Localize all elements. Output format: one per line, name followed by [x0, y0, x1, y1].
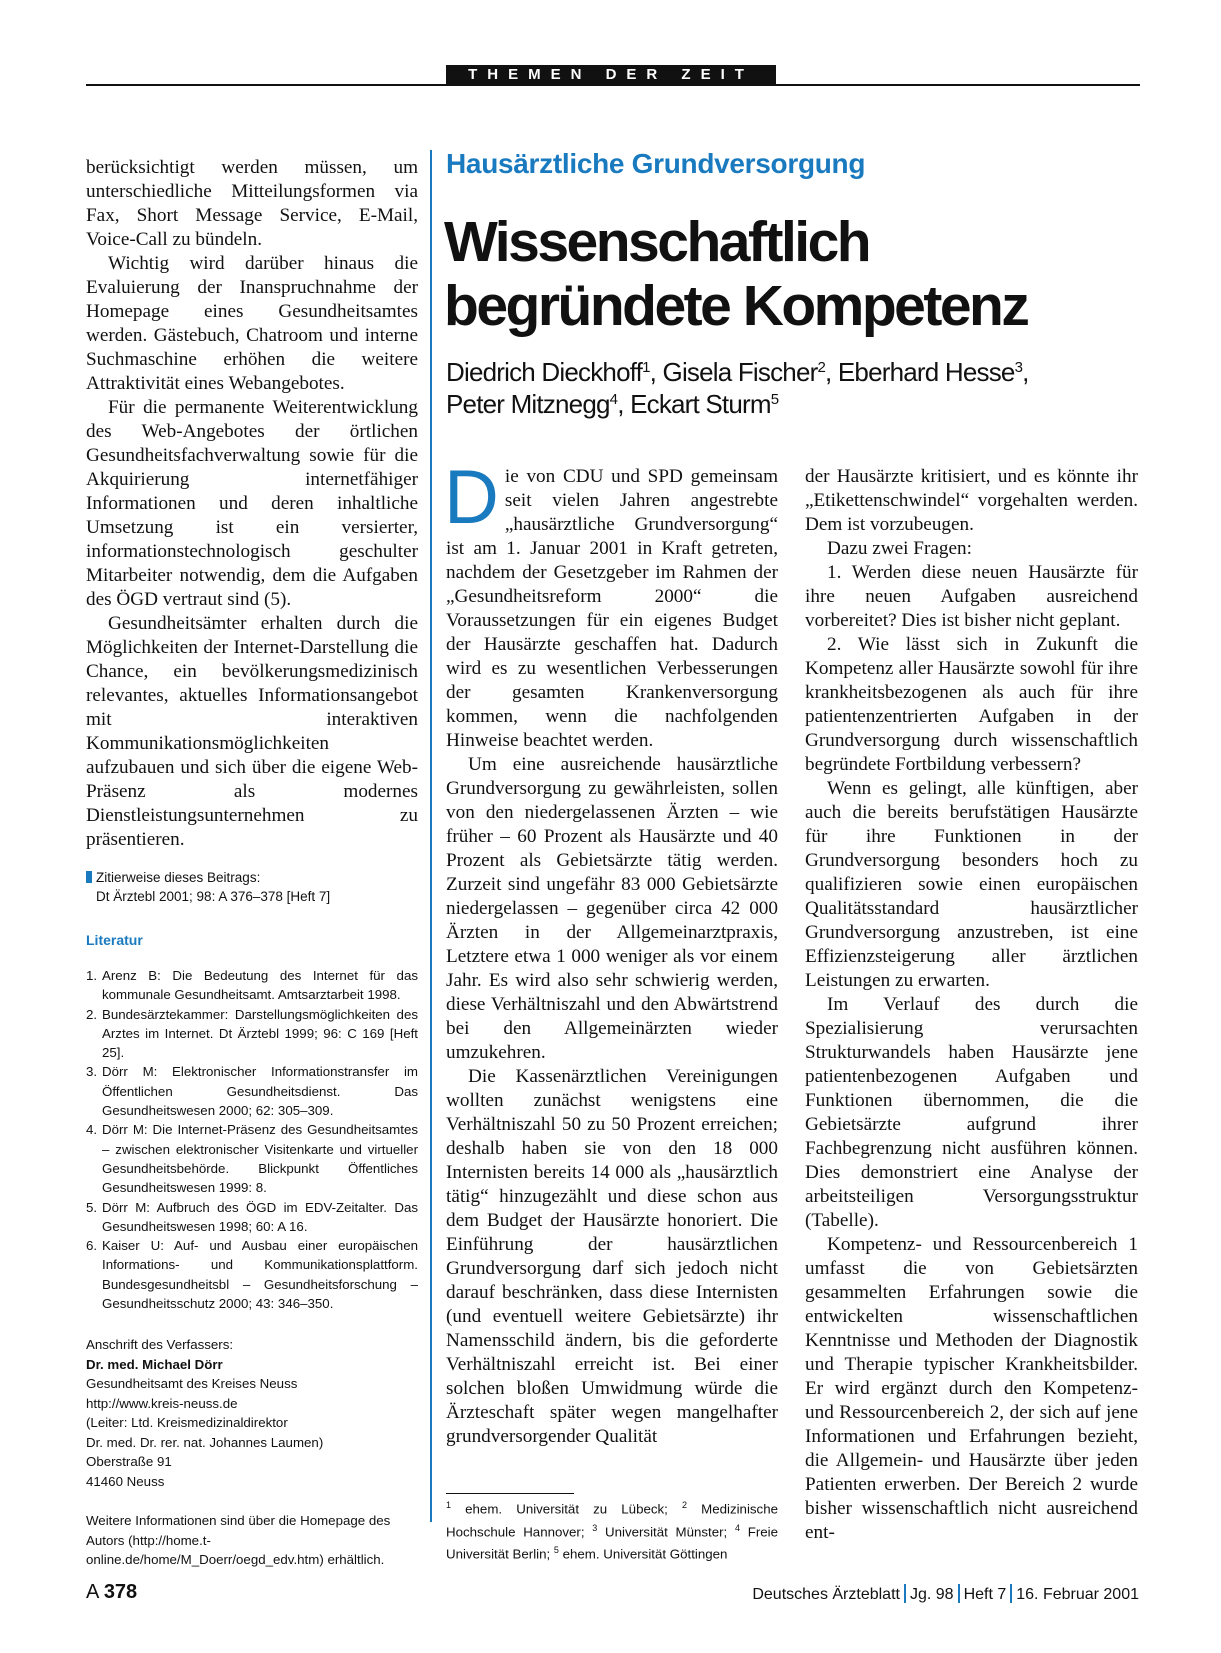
author-sup: 3: [1014, 359, 1023, 376]
footer-separator: [1010, 1584, 1012, 1603]
journal-volume: Jg. 98: [909, 1586, 954, 1603]
literature-item: [86, 1062, 418, 1120]
section-label: THEMEN DER ZEIT: [446, 65, 776, 85]
page-number: [86, 1581, 137, 1604]
literature-text: Bundesärztekammer: Darstellungsmöglichkeiten des Arztes im Internet. Dt Ärztebl 1999; 96: C 169 [Heft 25].: [102, 1006, 418, 1061]
author-list: [446, 356, 1146, 420]
literature-text: Kaiser U: Auf- und Ausbau einer europäischen Informations- und Kommunikationsplattform. Bundesgesundheitsbl – Gesundheitsforschung – Gesundheitsschutz 2000; 43: 346–350.: [102, 1238, 418, 1312]
footnote-text: ehem. Universität zu Lübeck;: [465, 1501, 682, 1517]
journal-issue: Heft 7: [963, 1586, 1007, 1603]
literature-heading: Literatur: [86, 932, 143, 948]
article-paragraph: Wenn es gelingt, alle künftigen, aber auch die bereits berufstätigen Hausärzte für ihre Funktionen in der Grundversorgung besonders hoch zu qualifizieren sowie einen europäischen Qualitätsstandard hausärztlicher Grundversorgung anzustreben, ist eine Effizienzsteigerung aller ärztlichen Leistungen zu erwarten.: [805, 778, 1138, 991]
author-sup: 1: [642, 359, 650, 376]
author-sep: ,: [649, 357, 663, 387]
literature-item: [86, 1005, 418, 1063]
address-line: (Leiter: Ltd. Kreismedizinaldirektor: [86, 1415, 288, 1431]
footnote-sup: 3: [592, 1522, 598, 1533]
footnote-text: ehem. Universität Göttingen: [562, 1546, 728, 1562]
citation-marker: [86, 871, 92, 883]
left-column: [86, 156, 418, 1569]
author-name: Gisela Fischer: [662, 357, 818, 387]
literature-text: Dörr M: Aufbruch des ÖGD im EDV-Zeitalter. Das Gesundheitswesen 1998; 60: A 16.: [102, 1199, 418, 1234]
address-name: Dr. med. Michael Dörr: [86, 1356, 223, 1372]
further-info: Weitere Informationen sind über die Homepage des Autors (http://home.t-online.de/home/M_Doerr/oegd_edv.htm) erhältlich.: [86, 1513, 391, 1567]
author-sup: 5: [770, 391, 779, 408]
footnote-text: Freie Universität Berlin;: [446, 1524, 778, 1562]
literature-num: 2.: [86, 1006, 98, 1022]
headline-line: Wissenschaftlich: [444, 210, 870, 274]
article-paragraph: der Hausärzte kritisiert, und es könnte ihr „Etikettenschwindel“ vorgehalten werden. Dem ist vorzubeugen.: [805, 466, 1138, 535]
article-paragraph: Die Kassenärztlichen Vereinigungen wollten zunächst wenigstens eine Verhältniszahl 50 zu 50 Prozent erreichen; deshalb haben sie von den 18 000 Internisten bereits 14 000 als „hausärztlich tätig“ hinzugezählt und diese schon aus dem Budget der Hausärzte honoriert. Die Einführung der hausärztlichen Grundversorgung darf sich jedoch nicht darauf beschränken, dass diese Internisten (und eventuell weitere Gebietsärzte) ihr Namensschild ändern, bis die geforderte Verhältniszahl erreicht ist. Bei einer solchen bloßen Umwidmung würde die Ärzteschaft später wegen mangelhafter grundversorgender Qualität: [446, 1066, 778, 1447]
article-column-2: [805, 465, 1138, 1545]
author-sup: 2: [817, 359, 826, 376]
article-paragraph: 1. Werden diese neuen Hausärzte für ihre neuen Aufgaben ausreichend vorbereitet? Dies ist bisher nicht geplant.: [805, 562, 1138, 631]
footnote-sup: 5: [553, 1545, 559, 1556]
left-paragraph: berücksichtigt werden müssen, um unterschiedliche Mitteilungsformen via Fax, Short Message Service, E-Mail, Voice-Call zu bündeln.: [86, 157, 418, 250]
journal-footer: [752, 1584, 1139, 1604]
address-line: http://www.kreis-neuss.de: [86, 1395, 238, 1411]
address-line: Gesundheitsamt des Kreises Neuss: [86, 1376, 298, 1392]
footnote-sup: 1: [446, 1500, 452, 1510]
address-line: Oberstraße 91: [86, 1454, 172, 1470]
author-sep: ,: [1022, 357, 1029, 387]
article-paragraph: 2. Wie lässt sich in Zukunft die Kompetenz aller Hausärzte sowohl für ihre krankheitsbezogenen als auch für ihre patientenzentrierten Aufgaben in der Grundversorgung durch wissenschaftlich begründete Fortbildung verbessern?: [805, 634, 1138, 775]
left-paragraph: Wichtig wird darüber hinaus die Evaluierung der Inanspruchnahme der Homepage eines Gesundheitsamtes werden. Gästebuch, Chatroom und interne Suchmaschine erhöhen die weitere Attraktivität eines Webangebotes.: [86, 253, 418, 394]
footnote-sup: 4: [734, 1522, 740, 1533]
citation-ref: Dt Ärztebl 2001; 98: A 376–378 [Heft 7]: [96, 889, 331, 904]
footnote-text: Medizinische Hochschule Hannover;: [446, 1501, 778, 1540]
journal-date: 16. Februar 2001: [1016, 1586, 1139, 1603]
footer-separator: [904, 1584, 906, 1603]
literature-text: Arenz B: Die Bedeutung des Internet für das kommunale Gesundheitsamt. Amtsarztarbeit 1998.: [102, 968, 418, 1003]
author-name: Eberhard Hesse: [837, 357, 1015, 387]
article-paragraph: Kompetenz- und Ressourcenbereich 1 umfasst die von Gebietsärzten gesammelten Erfahrungen sowie die entwickelten wissenschaftlichen Kenntnisse und Methoden der Diagnostik und Therapie typischer Krankheitsbilder. Er wird ergänzt durch den Kompetenz- und Ressourcenbereich 2, der sich auf jene Informationen und Erfahrungen bezieht, die Allgemein- und Hausärzte über jeden Patienten erwerben. Der Bereich 2 wurde bisher wissenschaftlich nicht ausreichend ent-: [805, 1234, 1138, 1543]
author-sep: ,: [617, 389, 631, 419]
affiliation-footnotes: [446, 1496, 778, 1564]
page-prefix: A: [86, 1581, 99, 1603]
column-divider: [430, 150, 432, 1522]
author-name: Eckart Sturm: [630, 389, 771, 419]
article-paragraph: Um eine ausreichende hausärztliche Grundversorgung zu gewährleisten, sollen von den niedergelassenen Ärzten – wie früher – 60 Prozent als Hausärzte und 40 Prozent als Gebietsärzte tätig werden. Zurzeit sind ungefähr 83 000 Gebietsärzte niedergelassen – gegenüber circa 42 000 Ärzten in der Allgemeinarztpraxis, Letztere etwa 1 000 weniger als vor einem Jahr. Es wird also sehr schwierig werden, diese Verhältniszahl und den Abwärtstrend bei den Allgemeinärzten wieder umzukehren.: [446, 754, 778, 1063]
header-rule: [86, 84, 1140, 86]
author-name: Peter Mitznegg: [446, 389, 610, 419]
literature-list: [86, 966, 418, 1313]
footer-separator: [958, 1584, 960, 1603]
literature-num: 1.: [86, 968, 98, 983]
footnote-text: Universität Münster;: [605, 1524, 735, 1540]
literature-num: 4.: [86, 1122, 98, 1138]
literature-num: 3.: [86, 1064, 98, 1080]
article-paragraph: [444, 455, 778, 753]
literature-num: 5.: [86, 1199, 98, 1215]
journal-name: Deutsches Ärzteblatt: [752, 1586, 900, 1603]
literature-text: Dörr M: Elektronischer Informationstransfer im Öffentlichen Gesundheitsdienst. Das Gesundheitswesen 2000; 62: 305–309.: [102, 1064, 418, 1119]
citation-label: Zitierweise dieses Beitrags:: [96, 870, 261, 885]
literature-text: Dörr M: Die Internet-Präsenz des Gesundheitsamtes – zwischen elektronischer Visitenkarte und virtueller Gesundheitsbehörde. Blickpunkt Öffentliches Gesundheitswesen 1999: 8.: [102, 1122, 418, 1196]
literature-item: [86, 966, 418, 1005]
paragraph-text: ie von CDU und SPD gemeinsam seit vielen Jahren angestrebte „hausärztliche Grundversorgung“ ist am 1. Januar 2001 in Kraft getreten, nachdem der Gesetzgeber im Rahmen der „Gesundheitsreform 2000“ die Voraussetzungen für ein eigenes Budget der Hausärzte geschaffen hat. Dadurch wird es zu wesentlichen Verbesserungen der gesamten Krankenversorgung kommen, wenn die nachfolgenden Hinweise beachtet werden.: [446, 466, 778, 751]
article-headline: [444, 210, 1144, 338]
article-paragraph: Dazu zwei Fragen:: [827, 538, 972, 559]
address-label: Anschrift des Verfassers:: [86, 1337, 234, 1353]
literature-num: 6.: [86, 1238, 98, 1254]
literature-item: [86, 1198, 418, 1237]
literature-item: [86, 1236, 418, 1313]
article-kicker: Hausärztliche Grundversorgung: [446, 148, 866, 179]
author-sep: ,: [825, 357, 838, 387]
headline-line: begründete Kompetenz: [444, 274, 1028, 338]
address-line: 41460 Neuss: [86, 1473, 165, 1489]
left-paragraph: Gesundheitsämter erhalten durch die Möglichkeiten der Internet-Darstellung die Chance, ein bevölkerungsmedizinisch relevantes, aktuelles Informationsangebot mit interaktiven Kommunikationsmöglichkeiten aufzubauen und sich über die eigene Web-Präsenz als modernes Dienstleistungsunternehmen zu präsentieren.: [86, 613, 418, 850]
page-num: 378: [103, 1581, 138, 1603]
left-paragraph: Für die permanente Weiterentwicklung des Web-Angebotes der örtlichen Gesundheitsfachverwaltung sowie für die Akquirierung internetfähiger Informationen und deren inhaltliche Umsetzung ist ein versierter, informationstechnologisch geschulter Mitarbeiter notwendig, dem die Aufgaben des ÖGD vertraut sind (5).: [86, 397, 418, 610]
author-address: [86, 1335, 418, 1491]
footnote-sup: 2: [681, 1500, 687, 1510]
author-sup: 4: [609, 391, 618, 408]
author-name: Diedrich Dieckhoff: [446, 357, 643, 387]
address-line: Dr. med. Dr. rer. nat. Johannes Laumen): [86, 1434, 324, 1450]
dropcap: D: [444, 455, 499, 540]
literature-item: [86, 1120, 418, 1197]
footnote-rule: [446, 1493, 574, 1494]
citation-block: [86, 868, 418, 906]
article-column-1: [444, 455, 778, 1449]
article-paragraph: Im Verlauf des durch die Spezialisierung verursachten Strukturwandels haben Hausärzte jene patientenbezogenen Aufgaben und Funktionen übernommen, die die Gebietsärzte aufgrund ihrer Fachbegrenzung nicht ausführen können. Dies demonstriert eine Analyse der arbeitsteiligen Versorgungsstruktur (Tabelle).: [805, 994, 1138, 1231]
